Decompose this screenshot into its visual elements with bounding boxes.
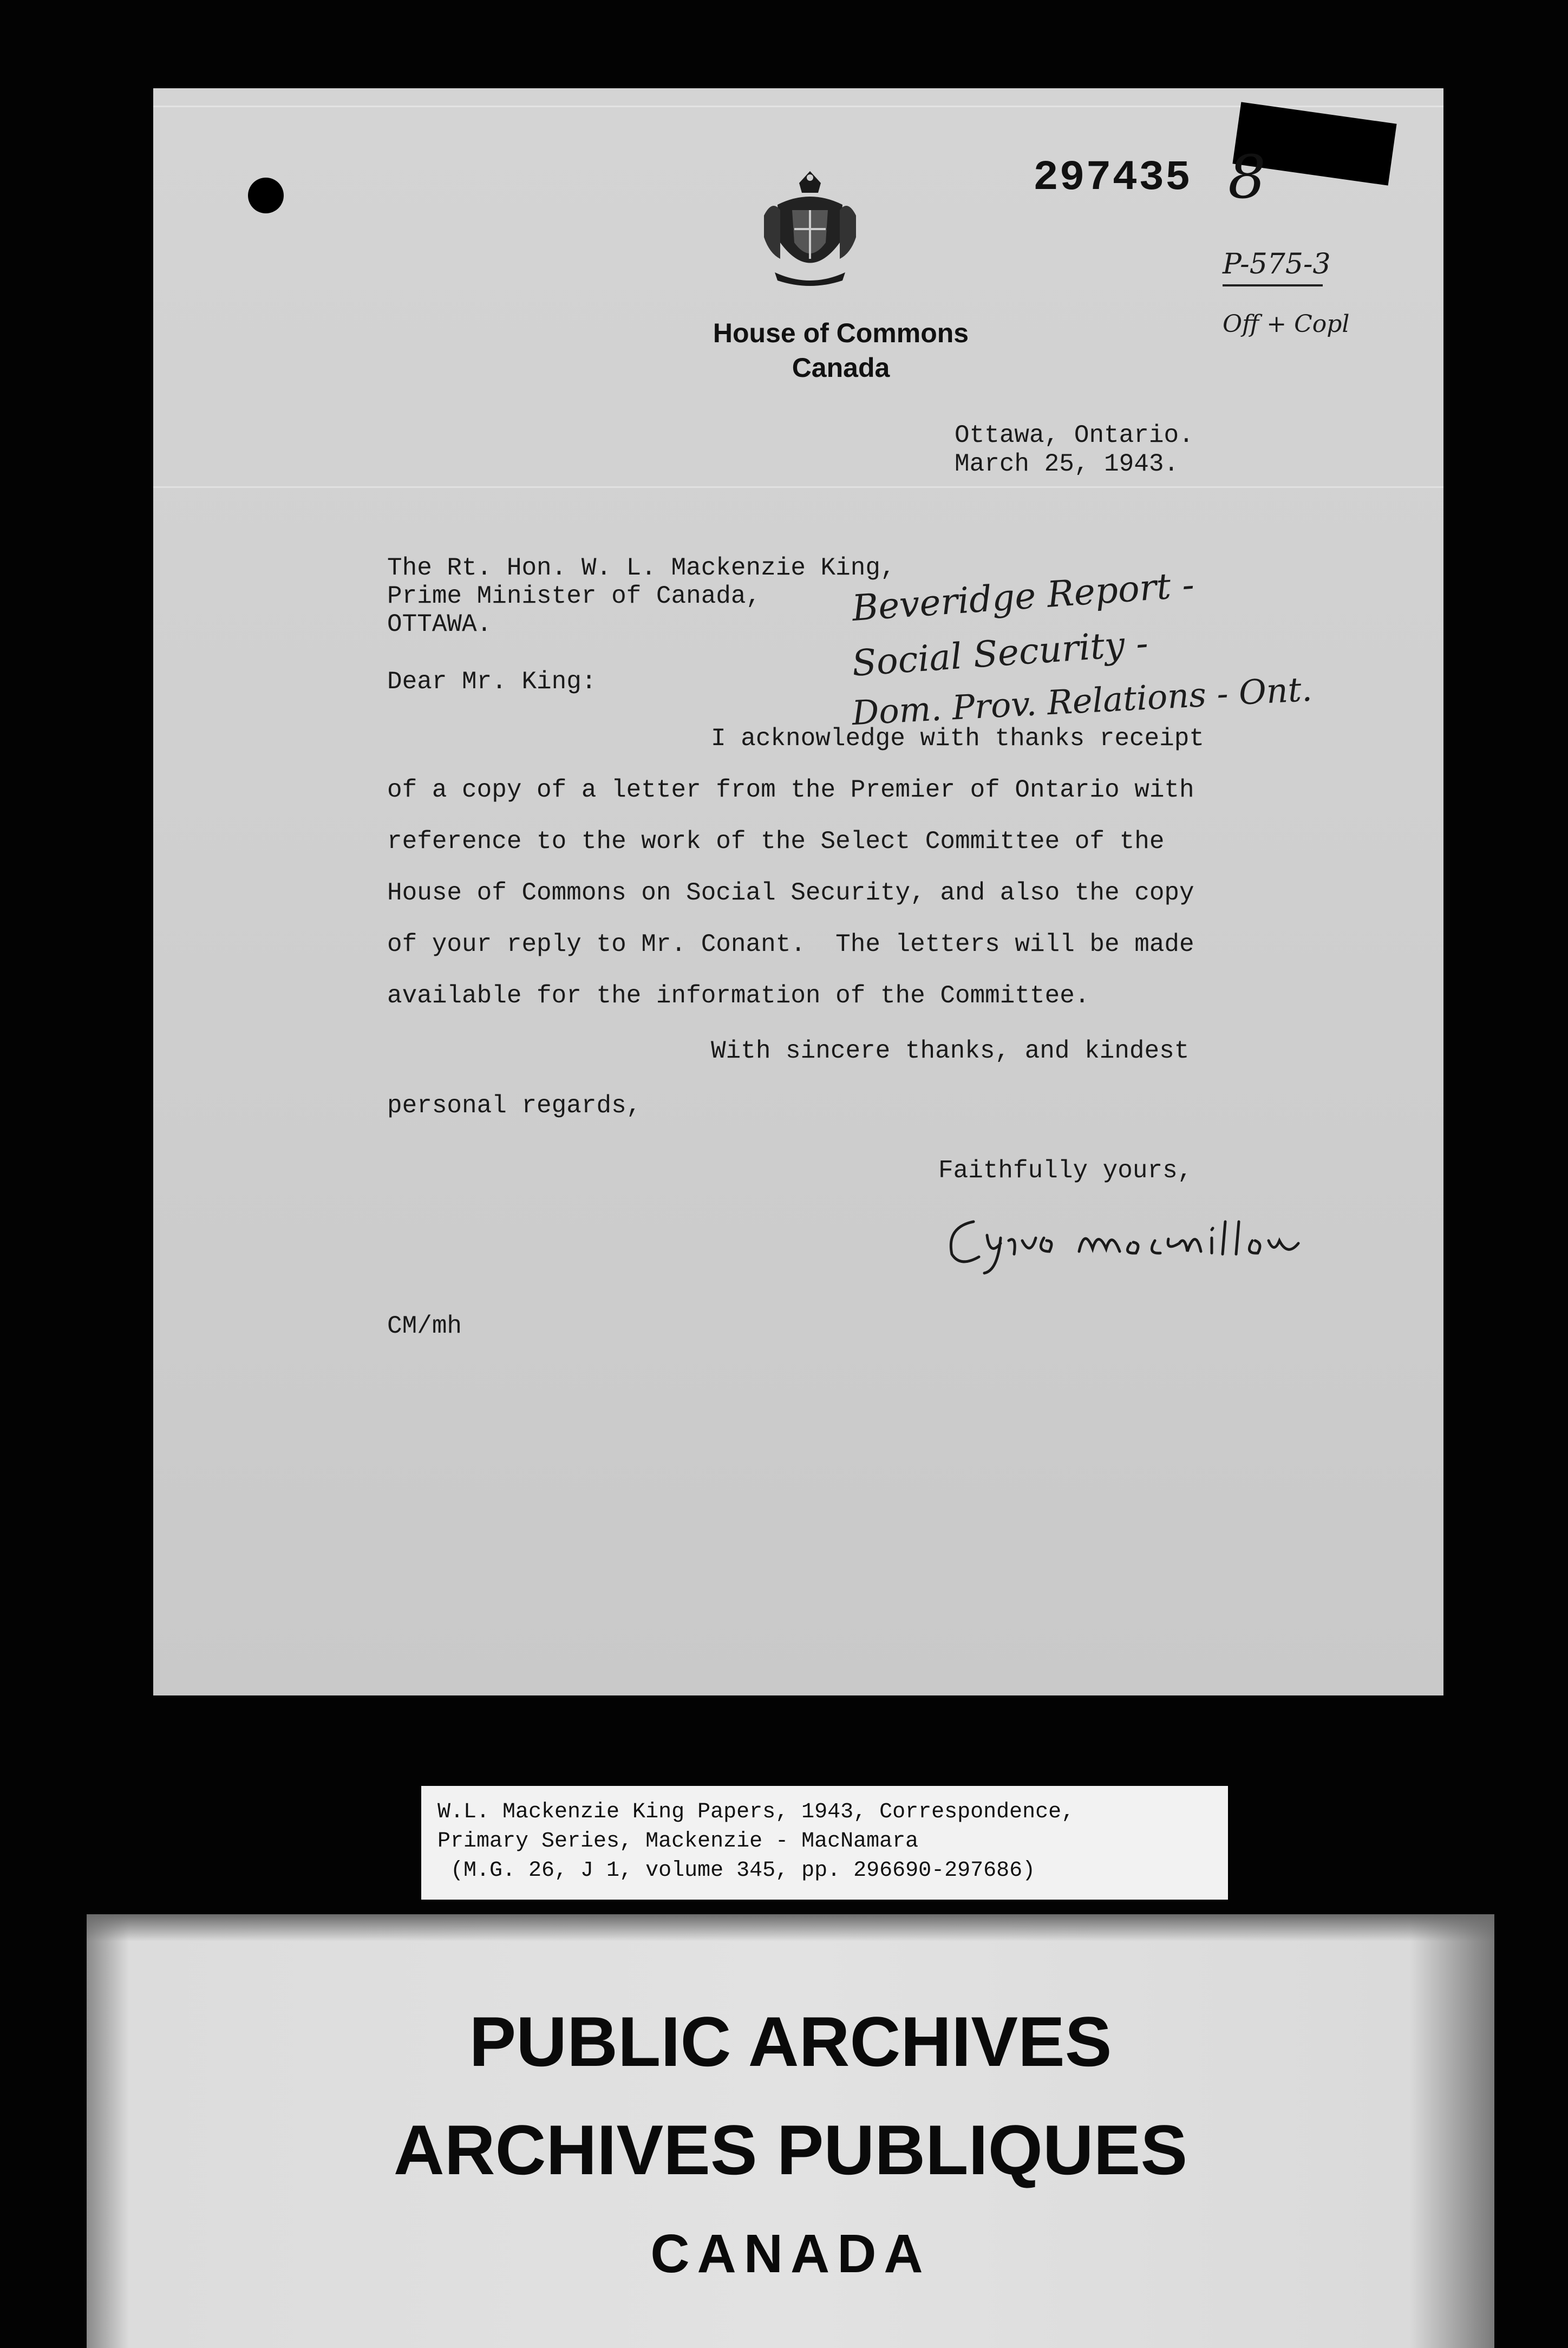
reference-label bbox=[421, 1786, 1228, 1900]
body-line: I acknowledge with thanks receipt bbox=[711, 725, 1204, 753]
body-line: reference to the work of the Select Committee of the bbox=[387, 827, 1165, 856]
archives-line3: CANADA bbox=[650, 2223, 931, 2284]
handwritten-file-ref: P-575-3 bbox=[1223, 248, 1331, 281]
handwritten-subject-3: Dom. Prov. Relations - Ont. bbox=[851, 669, 1314, 733]
signature-image bbox=[941, 1205, 1331, 1276]
date-line: March 25, 1943. bbox=[955, 450, 1179, 478]
reference-line3: (M.G. 26, J 1, volume 345, pp. 296690-297686) bbox=[437, 1858, 1036, 1883]
reference-line2: Primary Series, Mackenzie - MacNamara bbox=[437, 1829, 919, 1854]
addressee-line3: OTTAWA. bbox=[387, 610, 492, 638]
place-line: Ottawa, Ontario. bbox=[955, 421, 1194, 449]
archives-line1: PUBLIC ARCHIVES bbox=[469, 2002, 1112, 2081]
addressee-line2: Prime Minister of Canada, bbox=[387, 582, 761, 610]
initials: CM/mh bbox=[387, 1312, 462, 1340]
body-line: of your reply to Mr. Conant. The letters will be made bbox=[387, 930, 1194, 958]
body-line: of a copy of a letter from the Premier of Ontario with bbox=[387, 776, 1194, 804]
letterhead-line2: Canada bbox=[792, 353, 890, 383]
archives-banner bbox=[87, 1914, 1494, 2348]
body-line: House of Commons on Social Security, and also the copy bbox=[387, 879, 1194, 907]
document-number: 297435 bbox=[1033, 154, 1192, 202]
addressee-line1: The Rt. Hon. W. L. Mackenzie King, bbox=[387, 554, 896, 582]
archives-line2: ARCHIVES PUBLIQUES bbox=[393, 2110, 1188, 2189]
letterhead-line1: House of Commons bbox=[713, 318, 969, 348]
banner-edge-shadow bbox=[87, 1914, 1494, 1941]
fold-line bbox=[153, 486, 1443, 488]
document-number-suffix: 8 bbox=[1228, 142, 1266, 212]
handwritten-subject-1: Beveridge Report - bbox=[851, 564, 1196, 629]
reference-line1: W.L. Mackenzie King Papers, 1943, Correspondence, bbox=[437, 1800, 1075, 1824]
coat-of-arms-icon bbox=[759, 167, 861, 289]
handwritten-file-note: Off + Copl bbox=[1223, 310, 1350, 338]
body-line: With sincere thanks, and kindest bbox=[711, 1037, 1190, 1065]
salutation: Dear Mr. King: bbox=[387, 668, 597, 696]
handwritten-subject-2: Social Security - bbox=[850, 622, 1149, 685]
letter-page bbox=[153, 88, 1443, 1695]
punch-hole bbox=[248, 178, 284, 213]
body-line: available for the information of the Committee. bbox=[387, 982, 1090, 1010]
letterhead bbox=[613, 316, 1068, 385]
body-line: personal regards, bbox=[387, 1092, 642, 1120]
underline bbox=[1223, 284, 1323, 286]
closing: Faithfully yours, bbox=[938, 1157, 1193, 1185]
